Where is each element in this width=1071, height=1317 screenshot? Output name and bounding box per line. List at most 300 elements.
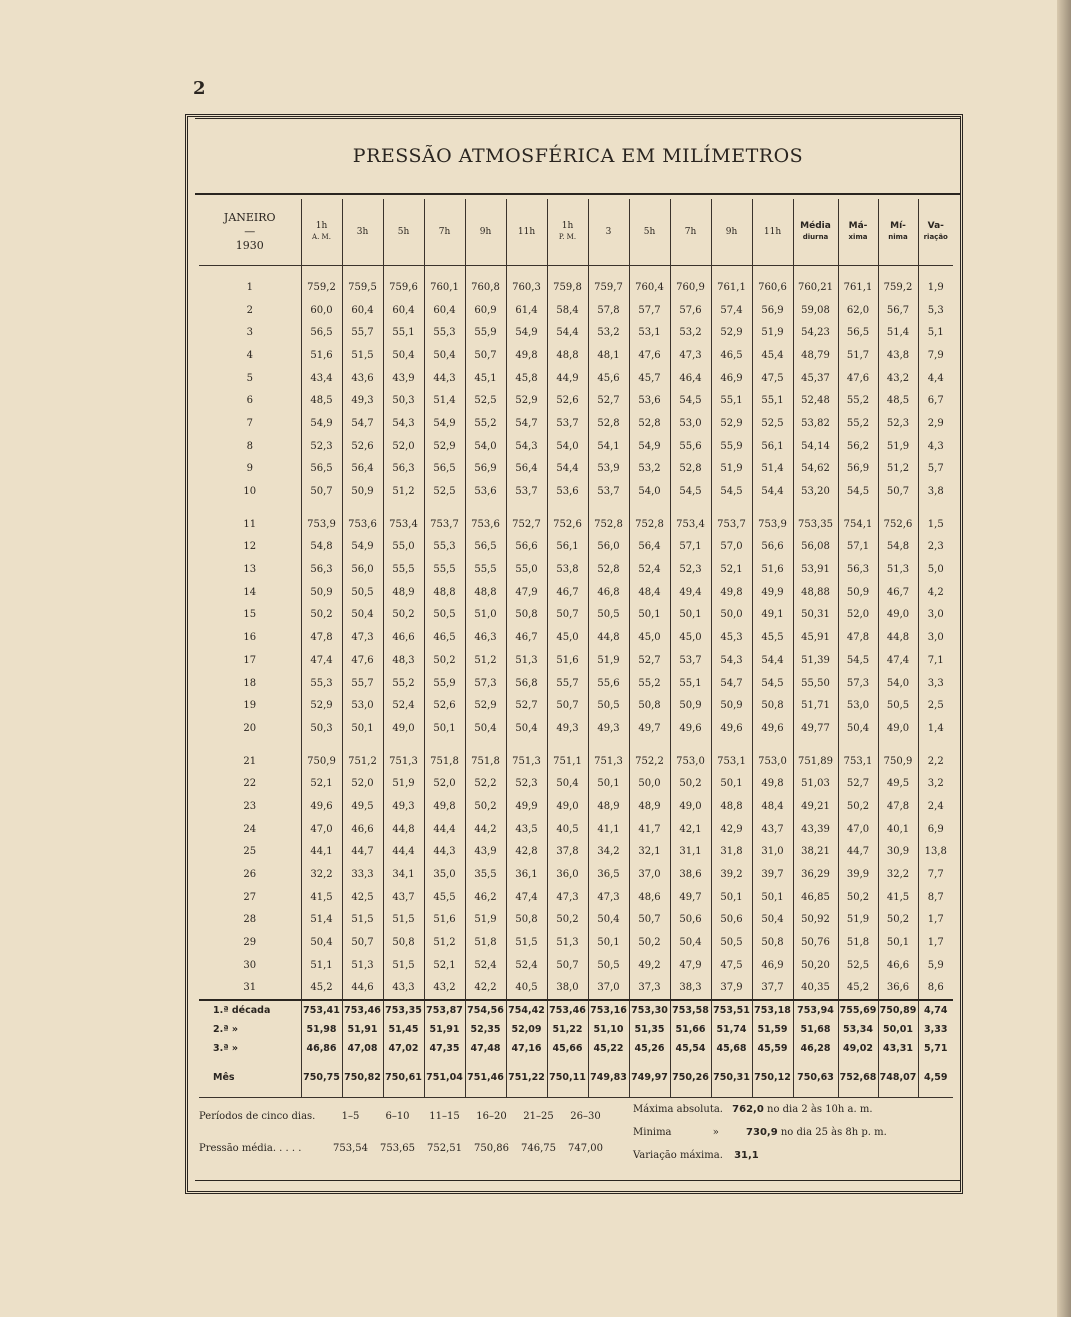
table-cell: 53,91 <box>793 558 838 581</box>
table-cell: 55,6 <box>588 672 629 695</box>
table-cell: 51,5 <box>383 954 424 977</box>
table-cell: 45,0 <box>629 626 670 649</box>
table-cell: 54,9 <box>342 536 383 559</box>
spacer-cell <box>670 266 711 277</box>
column-header <box>711 199 752 266</box>
row-label: 5 <box>246 372 253 384</box>
column-header <box>506 199 547 266</box>
spacer-cell <box>670 503 711 513</box>
spacer-cell <box>670 1087 711 1098</box>
table-cell: 55,2 <box>838 389 878 412</box>
table-cell: 45,66 <box>547 1039 588 1058</box>
table-cell: 759,5 <box>342 276 383 299</box>
table-cell: 753,4 <box>670 513 711 536</box>
table-cell: 48,4 <box>629 581 670 604</box>
table-cell: 48,9 <box>629 795 670 818</box>
table-cell: 44,8 <box>383 818 424 841</box>
table-cell: 57,8 <box>588 299 629 322</box>
table-cell: 55,9 <box>711 435 752 458</box>
table-cell: 45,59 <box>752 1039 793 1058</box>
table-cell: 753,9 <box>752 513 793 536</box>
table-cell: 52,4 <box>465 954 506 977</box>
table-cell: 51,8 <box>838 931 878 954</box>
column-header-top: Va- <box>927 221 944 231</box>
row-label: 8 <box>246 440 253 452</box>
table-cell: 50,9 <box>301 581 342 604</box>
table-cell: 8,7 <box>918 886 953 909</box>
table-cell: 2,4 <box>918 795 953 818</box>
table-cell: 3,0 <box>918 626 953 649</box>
table-cell: 46,5 <box>424 626 465 649</box>
table-row <box>199 931 953 954</box>
table-cell: 51,39 <box>793 649 838 672</box>
table-cell: 49,7 <box>670 886 711 909</box>
table-cell: 753,0 <box>670 750 711 773</box>
table-cell: 53,7 <box>506 480 547 503</box>
table-cell: 57,1 <box>670 536 711 559</box>
table-cell: 52,1 <box>424 954 465 977</box>
table-cell: 54,0 <box>878 672 918 695</box>
table-cell: 56,4 <box>342 458 383 481</box>
row-label: 19 <box>243 700 257 712</box>
table-cell: 751,8 <box>424 750 465 773</box>
pressure-row <box>327 1143 609 1154</box>
table-cell: 752,7 <box>506 513 547 536</box>
table-cell: 54,7 <box>506 412 547 435</box>
table-cell: 54,4 <box>547 321 588 344</box>
table-cell: 44,8 <box>588 626 629 649</box>
table-cell: 51,3 <box>506 649 547 672</box>
table-cell: 50,1 <box>711 886 752 909</box>
table-cell: 47,48 <box>465 1039 506 1058</box>
table-cell: 51,71 <box>793 694 838 717</box>
spacer-row <box>199 740 953 750</box>
column-header-top: Média <box>800 221 831 231</box>
spacer-cell <box>465 740 506 750</box>
table-row <box>199 717 953 740</box>
table-cell: 54,7 <box>711 672 752 695</box>
variation-label: Variação máxima. <box>633 1150 723 1161</box>
table-cell: 52,9 <box>424 435 465 458</box>
table-cell: 55,5 <box>383 558 424 581</box>
row-label: 7 <box>246 417 253 429</box>
table-cell: 5,3 <box>918 299 953 322</box>
table-cell: 46,8 <box>588 581 629 604</box>
table-cell: 52,5 <box>752 412 793 435</box>
table-cell: 55,7 <box>342 321 383 344</box>
table-cell: 753,6 <box>342 513 383 536</box>
table-cell: 48,3 <box>383 649 424 672</box>
table-cell: 50,5 <box>711 931 752 954</box>
table-row <box>199 977 953 1001</box>
table-cell: 53,7 <box>588 480 629 503</box>
table-cell: 53,8 <box>547 558 588 581</box>
spacer-cell <box>878 503 918 513</box>
table-cell: 51,4 <box>301 909 342 932</box>
table-cell: 50,4 <box>547 772 588 795</box>
table-cell: 53,7 <box>547 412 588 435</box>
table-cell: 56,5 <box>301 321 342 344</box>
table-cell: 43,9 <box>383 367 424 390</box>
table-row <box>199 604 953 627</box>
table-cell: 50,7 <box>547 954 588 977</box>
table-cell: 56,7 <box>878 299 918 322</box>
table-cell: 51,6 <box>752 558 793 581</box>
table-cell: 52,3 <box>506 772 547 795</box>
column-header <box>918 199 953 266</box>
column-header-top: 3h <box>356 226 369 237</box>
table-cell: 37,8 <box>547 841 588 864</box>
row-label: 1.ª década <box>199 1000 301 1020</box>
table-cell: 40,35 <box>793 977 838 1001</box>
table-cell: 31,0 <box>752 841 793 864</box>
table-cell: 751,3 <box>506 750 547 773</box>
spacer-cell <box>301 1058 342 1068</box>
table-cell: 51,4 <box>424 389 465 412</box>
table-cell: 32,2 <box>878 863 918 886</box>
inner-top-rule <box>195 118 961 119</box>
table-cell: 52,4 <box>506 954 547 977</box>
table-row <box>199 558 953 581</box>
periods-label: Períodos de cinco dias. <box>199 1111 316 1122</box>
spacer-cell <box>342 1058 383 1068</box>
row-label: 15 <box>243 609 257 621</box>
spacer-cell <box>588 1087 629 1098</box>
table-cell: 55,5 <box>465 558 506 581</box>
table-cell: 750,9 <box>878 750 918 773</box>
table-cell: 50,1 <box>424 717 465 740</box>
table-cell: 50,7 <box>342 931 383 954</box>
min-when: no dia 25 às 8h p. m. <box>780 1127 887 1138</box>
table-cell: 40,5 <box>506 977 547 1001</box>
spacer-row <box>199 503 953 513</box>
table-cell: 49,3 <box>383 795 424 818</box>
table-cell: 56,4 <box>506 458 547 481</box>
book-spine-shadow <box>1057 0 1071 1317</box>
table-cell: 47,6 <box>342 649 383 672</box>
row-label: 1 <box>246 281 253 293</box>
table-cell: 760,4 <box>629 276 670 299</box>
column-header <box>465 199 506 266</box>
row-label: 21 <box>243 755 257 767</box>
table-cell: 51,9 <box>465 909 506 932</box>
table-cell: 31,8 <box>711 841 752 864</box>
table-cell: 53,2 <box>670 321 711 344</box>
table-row <box>199 750 953 773</box>
table-cell: 57,0 <box>711 536 752 559</box>
table-cell: 56,08 <box>793 536 838 559</box>
table-cell: 57,3 <box>465 672 506 695</box>
table-row <box>199 435 953 458</box>
table-cell: 760,21 <box>793 276 838 299</box>
table-cell: 52,1 <box>711 558 752 581</box>
table-cell: 46,6 <box>878 954 918 977</box>
table-cell: 45,22 <box>588 1039 629 1058</box>
spacer-cell <box>424 503 465 513</box>
table-cell: 50,2 <box>383 604 424 627</box>
table-cell: 50,4 <box>838 717 878 740</box>
table-cell: 55,3 <box>424 536 465 559</box>
table-cell: 50,8 <box>506 604 547 627</box>
table-cell: 7,1 <box>918 649 953 672</box>
table-cell: 36,6 <box>878 977 918 1001</box>
spacer-cell <box>301 740 342 750</box>
table-cell: 60,0 <box>301 299 342 322</box>
table-cell: 53,82 <box>793 412 838 435</box>
table-cell: 753,58 <box>670 1000 711 1020</box>
column-header <box>301 199 342 266</box>
table-cell: 54,4 <box>547 458 588 481</box>
table-cell: 52,8 <box>588 558 629 581</box>
table-cell: 55,3 <box>424 321 465 344</box>
table-cell: 54,23 <box>793 321 838 344</box>
table-cell: 51,66 <box>670 1020 711 1039</box>
table-cell: 5,9 <box>918 954 953 977</box>
table-cell: 57,1 <box>838 536 878 559</box>
table-cell: 56,9 <box>838 458 878 481</box>
table-cell: 50,0 <box>629 772 670 795</box>
table-cell: 49,8 <box>711 581 752 604</box>
table-cell: 54,5 <box>670 480 711 503</box>
spacer-cell <box>838 1087 878 1098</box>
spacer-cell <box>752 266 793 277</box>
column-header-top: Má- <box>848 221 868 231</box>
table-row <box>199 412 953 435</box>
spacer-cell <box>342 503 383 513</box>
table-cell: 52,4 <box>629 558 670 581</box>
table-cell: 48,88 <box>793 581 838 604</box>
table-cell: 38,0 <box>547 977 588 1001</box>
table-cell: 55,1 <box>752 389 793 412</box>
table-cell: 50,2 <box>878 909 918 932</box>
table-cell: 49,7 <box>629 717 670 740</box>
table-cell: 50,1 <box>878 931 918 954</box>
spacer-cell <box>878 1058 918 1068</box>
table-cell: 42,2 <box>465 977 506 1001</box>
spacer-cell <box>918 740 953 750</box>
table-cell: 760,9 <box>670 276 711 299</box>
table-cell: 50,5 <box>878 694 918 717</box>
spacer-cell <box>878 266 918 277</box>
spacer-cell <box>711 503 752 513</box>
column-header-top: Mí- <box>890 221 906 231</box>
row-label: 12 <box>243 541 257 553</box>
table-cell: 52,0 <box>383 435 424 458</box>
table-cell: 48,9 <box>588 795 629 818</box>
pressure-label: Pressão média. . . . . <box>199 1143 302 1154</box>
table-cell: 47,02 <box>383 1039 424 1058</box>
table-cell: 34,1 <box>383 863 424 886</box>
spacer-cell <box>506 503 547 513</box>
table-cell: 51,45 <box>383 1020 424 1039</box>
table-cell: 55,3 <box>301 672 342 695</box>
spacer-cell <box>838 740 878 750</box>
table-cell: 47,8 <box>838 626 878 649</box>
spacer-cell <box>588 740 629 750</box>
table-cell: 56,5 <box>838 321 878 344</box>
table-cell: 52,09 <box>506 1020 547 1039</box>
period-pressure: 752,51 <box>427 1143 462 1154</box>
spacer-cell <box>918 1058 953 1068</box>
table-cell: 54,7 <box>342 412 383 435</box>
column-header-top: 7h <box>684 226 697 237</box>
table-cell: 53,6 <box>465 480 506 503</box>
row-label: 17 <box>243 654 257 666</box>
spacer-cell <box>383 266 424 277</box>
table-cell: 51,35 <box>629 1020 670 1039</box>
table-cell: 38,3 <box>670 977 711 1001</box>
spacer-cell <box>878 1087 918 1098</box>
table-cell: 50,8 <box>383 931 424 954</box>
table-cell: 50,5 <box>588 954 629 977</box>
table-cell: 1,5 <box>918 513 953 536</box>
spacer-cell <box>547 1058 588 1068</box>
table-cell: 57,3 <box>838 672 878 695</box>
table-cell: 50,0 <box>711 604 752 627</box>
table-cell: 50,1 <box>342 717 383 740</box>
table-cell: 37,7 <box>752 977 793 1001</box>
table-cell: 46,86 <box>301 1039 342 1058</box>
table-cell: 54,3 <box>506 435 547 458</box>
table-row <box>199 389 953 412</box>
spacer-cell <box>670 1058 711 1068</box>
table-cell: 761,1 <box>711 276 752 299</box>
table-cell: 53,7 <box>670 649 711 672</box>
table-cell: 51,03 <box>793 772 838 795</box>
column-header-top: 9h <box>725 226 738 237</box>
table-cell: 5,0 <box>918 558 953 581</box>
table-cell: 43,6 <box>342 367 383 390</box>
table-cell: 50,7 <box>878 480 918 503</box>
spacer-cell <box>838 266 878 277</box>
table-cell: 48,8 <box>465 581 506 604</box>
column-header <box>878 199 918 266</box>
table-cell: 56,9 <box>752 299 793 322</box>
table-cell: 60,9 <box>465 299 506 322</box>
row-label: 10 <box>243 486 257 498</box>
table-cell: 50,4 <box>342 604 383 627</box>
table-cell: 751,22 <box>506 1068 547 1087</box>
column-header <box>342 199 383 266</box>
table-cell: 7,9 <box>918 344 953 367</box>
table-cell: 50,4 <box>383 344 424 367</box>
table-cell: 45,7 <box>629 367 670 390</box>
spacer-cell <box>588 266 629 277</box>
table-cell: 41,5 <box>301 886 342 909</box>
table-cell: 753,35 <box>383 1000 424 1020</box>
table-cell: 751,3 <box>383 750 424 773</box>
table-cell: 47,4 <box>506 886 547 909</box>
table-cell: 751,2 <box>342 750 383 773</box>
table-cell: 48,79 <box>793 344 838 367</box>
table-cell: 51,4 <box>752 458 793 481</box>
spacer-cell <box>547 740 588 750</box>
inner-bottom-rule <box>195 1180 961 1181</box>
table-cell: 48,6 <box>629 886 670 909</box>
table-cell: 752,8 <box>588 513 629 536</box>
table-cell: 52,8 <box>670 458 711 481</box>
spacer-cell <box>301 1087 342 1098</box>
table-cell: 50,8 <box>506 909 547 932</box>
table-cell: 50,92 <box>793 909 838 932</box>
table-cell: 56,9 <box>465 458 506 481</box>
table-cell: 53,0 <box>342 694 383 717</box>
table-cell: 53,20 <box>793 480 838 503</box>
table-row <box>199 909 953 932</box>
table-cell: 46,3 <box>465 626 506 649</box>
row-label: 27 <box>243 891 257 903</box>
row-label: 25 <box>243 846 257 858</box>
table-cell: 55,9 <box>465 321 506 344</box>
period-pressure: 750,86 <box>474 1143 509 1154</box>
row-label: 4 <box>246 349 253 361</box>
table-cell: 52,7 <box>588 389 629 412</box>
row-label: 22 <box>243 778 257 790</box>
table-cell: 6,9 <box>918 818 953 841</box>
spacer-cell <box>711 266 752 277</box>
table-cell: 7,7 <box>918 863 953 886</box>
min-mark: » <box>712 1127 719 1138</box>
table-cell: 54,8 <box>301 536 342 559</box>
table-cell: 51,4 <box>878 321 918 344</box>
table-cell: 750,63 <box>793 1068 838 1087</box>
table-cell: 54,9 <box>301 412 342 435</box>
table-cell: 43,39 <box>793 818 838 841</box>
table-cell: 47,3 <box>547 886 588 909</box>
table-cell: 5,7 <box>918 458 953 481</box>
period-label: 26–30 <box>570 1111 601 1122</box>
column-header <box>588 199 629 266</box>
table-cell: 45,5 <box>424 886 465 909</box>
table-cell: 45,0 <box>670 626 711 649</box>
table-row <box>199 536 953 559</box>
table-cell: 50,5 <box>588 604 629 627</box>
table-cell: 753,6 <box>465 513 506 536</box>
table-row <box>199 649 953 672</box>
summary-row <box>199 1068 953 1087</box>
spacer-cell <box>752 1058 793 1068</box>
table-cell: 750,31 <box>711 1068 752 1087</box>
table-cell: 52,5 <box>465 389 506 412</box>
spacer-cell <box>465 266 506 277</box>
year-label: 1930 <box>235 239 264 252</box>
table-cell: 55,6 <box>670 435 711 458</box>
table-cell: 56,1 <box>752 435 793 458</box>
table-cell: 55,50 <box>793 672 838 695</box>
table-cell: 32,2 <box>301 863 342 886</box>
table-cell: 50,7 <box>301 480 342 503</box>
title-rule <box>195 193 961 195</box>
table-cell: 62,0 <box>838 299 878 322</box>
spacer-cell <box>506 1058 547 1068</box>
period-pressure: 753,54 <box>333 1143 368 1154</box>
table-cell: 52,0 <box>424 772 465 795</box>
table-cell: 752,68 <box>838 1068 878 1087</box>
table-cell: 45,68 <box>711 1039 752 1058</box>
table-cell: 50,1 <box>588 772 629 795</box>
table-cell: 54,0 <box>547 435 588 458</box>
table-cell: 44,7 <box>342 841 383 864</box>
table-cell: 753,9 <box>301 513 342 536</box>
table-cell: 54,5 <box>752 672 793 695</box>
table-cell: 49,0 <box>670 795 711 818</box>
table-cell: 51,59 <box>752 1020 793 1039</box>
table-row <box>199 321 953 344</box>
table-cell: 49,6 <box>301 795 342 818</box>
table-cell: 751,04 <box>424 1068 465 1087</box>
table-cell: 753,51 <box>711 1000 752 1020</box>
table-cell: 751,3 <box>588 750 629 773</box>
